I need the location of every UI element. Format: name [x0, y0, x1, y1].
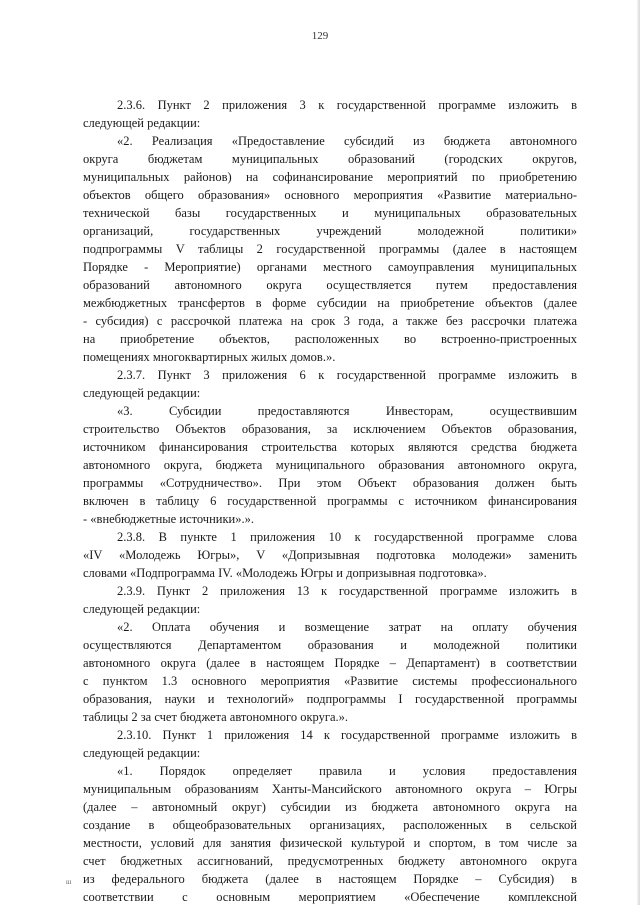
text-line: объектов общего образования» основного мероприятия «Развитие материально-	[83, 188, 577, 202]
text-line: «2. Оплата обучения и возмещение затрат на оплату обучения	[117, 620, 577, 634]
footer-mark: ш	[66, 878, 72, 886]
text-line: следующей редакции:	[83, 116, 201, 130]
text-line: соответствии с основным мероприятием «Обеспечение комплексной	[83, 890, 577, 904]
text-line: строительство Объектов образования, за исключением Объектов образования,	[83, 422, 577, 436]
document-body	[83, 96, 577, 906]
text-line: - субсидия) с рассрочкой платежа на срок 3 года, а также без рассрочки платежа	[83, 314, 577, 328]
text-line: муниципальных районов) на софинансирование мероприятий по приобретению	[83, 170, 577, 184]
text-line: 2.3.7. Пункт 3 приложения 6 к государственной программе изложить в	[117, 368, 577, 382]
text-line: 2.3.6. Пункт 2 приложения 3 к государственной программе изложить в	[117, 98, 577, 112]
paragraph-2-3-6	[83, 96, 577, 132]
text-line: из федерального бюджета (далее в настоящем Порядке – Субсидия) в	[83, 872, 577, 886]
text-line: «IV «Молодежь Югры», V «Допризывная подготовка молодежи» заменить	[83, 548, 577, 562]
text-line: округа бюджетам муниципальных образований (городских округов,	[83, 152, 577, 166]
text-line: 2.3.9. Пункт 2 приложения 13 к государственной программе изложить в	[117, 584, 577, 598]
text-line: 2.3.10. Пункт 1 приложения 14 к государственной программе изложить в	[117, 728, 577, 742]
text-line: осуществляются Департаментом образования и молодежной политики	[83, 638, 577, 652]
text-line: «2. Реализация «Предоставление субсидий из бюджета автономного	[117, 134, 577, 148]
text-line: следующей редакции:	[83, 602, 201, 616]
text-line: подпрограммы V таблицы 2 государственной программы (далее в настоящем	[83, 242, 577, 256]
page-number: 129	[311, 30, 329, 42]
text-line: следующей редакции:	[83, 746, 201, 760]
text-line: создание в общеобразовательных организациях, расположенных в сельской	[83, 818, 577, 832]
text-line: источником финансирования строительства которых являются средства бюджета	[83, 440, 577, 454]
text-line: (далее – автономный округ) субсидии из бюджета автономного округа на	[83, 800, 577, 814]
text-line: организаций, государственных учреждений молодежной политики»	[83, 224, 577, 238]
text-line: следующей редакции:	[83, 386, 201, 400]
text-line: технической базы государственных и муниципальных образовательных	[83, 206, 577, 220]
text-line: таблицы 2 за счет бюджета автономного округа.».	[83, 710, 349, 724]
text-line: автономного округа, бюджета муниципального образования автономного округа,	[83, 458, 577, 472]
text-line: на приобретение объектов, расположенных во встроенно-пристроенных	[83, 332, 577, 346]
text-line: помещениях многоквартирных жилых домов.».	[83, 350, 336, 364]
paragraph-quote-2	[83, 132, 577, 366]
paragraph-quote-1-poryadok	[83, 762, 577, 906]
text-line: межбюджетных трансфертов в форме субсидии на приобретение объектов (далее	[83, 296, 577, 310]
text-line: образования, науки и технологий» подпрограммы I государственной программы	[83, 692, 577, 706]
text-line: 2.3.8. В пункте 1 приложения 10 к государственной программе слова	[117, 530, 577, 544]
paragraph-quote-3	[83, 402, 577, 528]
paragraph-2-3-7	[83, 366, 577, 402]
text-line: Порядке - Мероприятие) органами местного самоуправления муниципальных	[83, 260, 577, 274]
text-line: включен в таблицу 6 государственной программы с источником финансирования	[83, 494, 577, 508]
paragraph-2-3-10	[83, 726, 577, 762]
paragraph-2-3-8	[83, 528, 577, 618]
text-line: - «внебюджетные источники».».	[83, 512, 254, 526]
text-line: образований автономного округа осуществляется путем предоставления	[83, 278, 577, 292]
text-line: муниципальным образованиям Ханты-Мансийского автономного округа – Югры	[83, 782, 577, 796]
text-line: «1. Порядок определяет правила и условия предоставления	[117, 764, 577, 778]
text-line: с пунктом 1.3 основного мероприятия «Развитие системы профессионального	[83, 674, 577, 688]
text-line: словами «Подпрограмма IV. «Молодежь Югры и допризывная подготовка».	[83, 566, 487, 580]
text-line: автономного округа (далее в настоящем Порядке – Департамент) в соответствии	[83, 656, 577, 670]
paragraph-quote-2-oplata	[83, 618, 577, 726]
text-line: местности, условий для занятия физической культурой и спортом, в том числе за	[83, 836, 577, 850]
text-line: «3. Субсидии предоставляются Инвесторам, осуществившим	[117, 404, 577, 418]
text-line: счет бюджетных ассигнований, предусмотренных бюджету автономного округа	[83, 854, 577, 868]
text-line: программы «Сотрудничество». При этом Объект образования должен быть	[83, 476, 577, 490]
